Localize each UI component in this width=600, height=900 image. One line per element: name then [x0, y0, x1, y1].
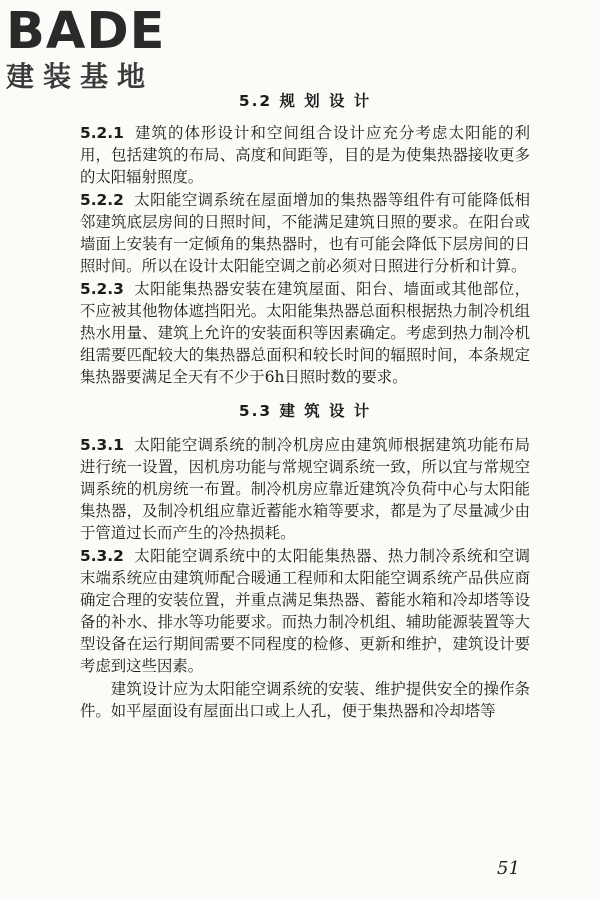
- logo-brand: BADE: [6, 2, 166, 61]
- body-paragraph: 建筑设计应为太阳能空调系统的安装、维护提供安全的操作条件。如平屋面设有屋面出口或上人孔，便于集热器和冷却塔等: [80, 680, 530, 720]
- clause: [80, 278, 530, 388]
- clause-text: 太阳能空调系统中的太阳能集热器、热力制冷系统和空调末端系统应由建筑师配合暖通工程师和太阳能空调系统产品供应商确定合理的安装位置，并重点满足集热器、蓄能水箱和冷却塔等设备的补水、排水等功能要求。而热力制冷机组、辅助能源装置等大型设备在运行期间需要不同程度的检修、更新和维护，建筑设计要考虑到这些因素。: [80, 547, 530, 675]
- clause: [80, 434, 530, 544]
- logo: [6, 4, 181, 94]
- clause-number: 5.2.2: [80, 191, 124, 209]
- clause-text: 建筑的体形设计和空间组合设计应充分考虑太阳能的利用，包括建筑的布局、高度和间距等，目的是为使集热器接收更多的太阳辐射照度。: [80, 124, 530, 186]
- clause: [80, 122, 530, 188]
- clause: [80, 545, 530, 677]
- logo-subtitle: 建装基地: [6, 60, 155, 93]
- clause-text: 太阳能空调系统在屋面增加的集热器等组件有可能降低相邻建筑底层房间的日照时间，不能满足建筑日照的要求。在阳台或墙面上安装有一定倾角的集热器时，也有可能会降低下层房间的日照时间。所以在设计太阳能空调之前必须对日照进行分析和计算。: [80, 191, 530, 275]
- section-heading: 5.2 规 划 设 计: [238, 92, 372, 110]
- page-number: 51: [497, 858, 520, 879]
- page-body: [80, 90, 530, 722]
- clause-number: 5.2.3: [80, 280, 124, 298]
- section-heading: 5.3 建 筑 设 计: [238, 402, 372, 420]
- clause-number: 5.3.1: [80, 436, 124, 454]
- clause-number: 5.2.1: [80, 124, 124, 142]
- clause-number: 5.3.2: [80, 547, 124, 565]
- clause: [80, 189, 530, 277]
- clause-text: 太阳能空调系统的制冷机房应由建筑师根据建筑功能布局进行统一设置，因机房功能与常规空调系统一致，所以宜与常规空调系统的机房统一布置。制冷机房应靠近建筑冷负荷中心与太阳能集热器，及制冷机组应靠近蓄能水箱等要求，都是为了尽量减少由于管道过长而产生的冷热损耗。: [80, 436, 530, 542]
- clause-text: 太阳能集热器安装在建筑屋面、阳台、墙面或其他部位，不应被其他物体遮挡阳光。太阳能集热器总面积根据热力制冷机组热水用量、建筑上允许的安装面积等因素确定。考虑到热力制冷机组需要匹配较大的集热器总面积和较长时间的辐照时间，本条规定集热器要满足全天有不少于6h日照时数的要求。: [80, 280, 530, 386]
